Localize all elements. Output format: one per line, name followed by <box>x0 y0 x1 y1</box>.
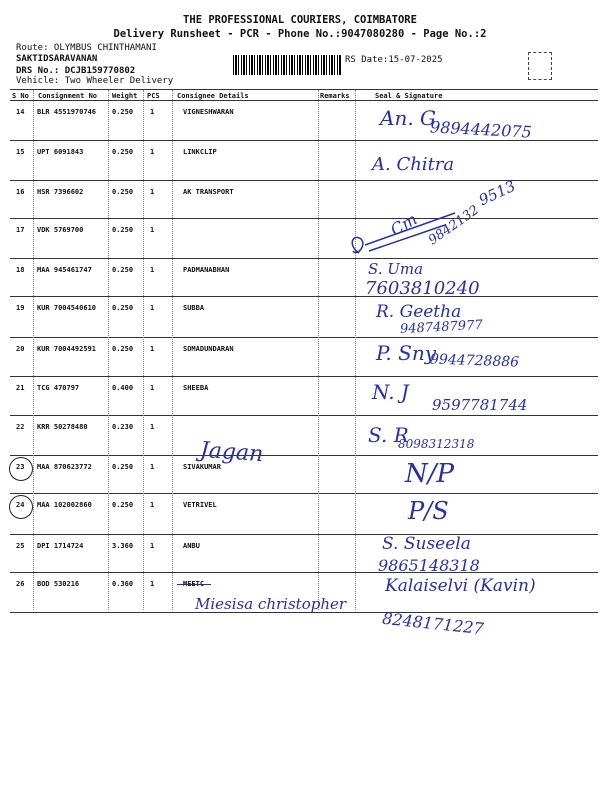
row-signature: Kalaiselvi (Kavin) <box>385 576 536 596</box>
row-divider <box>10 258 598 259</box>
row-sno: 17 <box>16 226 25 234</box>
row-consignment-no: KRR 50278480 <box>37 423 88 431</box>
row-sno: 26 <box>16 580 25 588</box>
strikethrough-row26 <box>177 584 211 585</box>
row-consignment-no: HSR 7396602 <box>37 188 84 196</box>
route-text: Route: OLYMBUS CHINTHAMANI <box>16 43 157 53</box>
row-signature: P. Sny <box>376 341 436 365</box>
row-sno: 25 <box>16 542 25 550</box>
circle-mark-row23 <box>9 457 33 481</box>
row-divider <box>10 140 598 141</box>
row-consignee: LINKCLIP <box>183 148 217 156</box>
row-signature-phone: 9597781744 <box>432 396 528 414</box>
row-signature: S. R <box>368 423 409 447</box>
column-divider <box>33 90 34 610</box>
row-signature-phone: 9487487977 <box>399 317 484 338</box>
signature-scribble-row16 <box>345 205 465 265</box>
row-signature: N. J <box>372 380 409 404</box>
row-consignment-no: MAA 945461747 <box>37 266 92 274</box>
handwritten-cm: Cm <box>387 209 421 240</box>
row-weight: 0.250 <box>112 266 134 274</box>
row-signature: N/P <box>405 459 455 489</box>
header-bottom-rule <box>10 100 598 101</box>
row-sno: 20 <box>16 345 25 353</box>
row-signature: P/S <box>408 497 449 525</box>
row-consignment-no: BOD 530216 <box>37 580 80 588</box>
row-consignee: SHEEBA <box>183 384 209 392</box>
row-signature-phone: 9944728886 <box>429 351 520 371</box>
row-pcs: 1 <box>150 345 155 353</box>
col-weight: Weight <box>112 92 138 100</box>
row-weight: 0.250 <box>112 463 134 471</box>
row-divider <box>10 415 598 416</box>
row-weight: 0.250 <box>112 345 134 353</box>
row-signature-phone: 8248171227 <box>381 608 485 639</box>
row-consignee: SIVAKUMAR <box>183 463 221 471</box>
handwritten-phone-row16: 9842132 <box>425 202 482 249</box>
row-weight: 0.360 <box>112 580 134 588</box>
row-pcs: 1 <box>150 463 155 471</box>
row-consignment-no: MAA 102002860 <box>37 501 92 509</box>
row-consignment-no: KUR 7004492591 <box>37 345 97 353</box>
drs-number: DRS No.: DCJB159770802 <box>16 66 136 76</box>
row-sno: 22 <box>16 423 25 431</box>
row-sno: 21 <box>16 384 25 392</box>
row-divider <box>10 337 598 338</box>
row-consignee: MEETC <box>183 580 205 588</box>
row-pcs: 1 <box>150 304 155 312</box>
row-weight: 0.250 <box>112 188 134 196</box>
row-consignee: AK TRANSPORT <box>183 188 234 196</box>
row-consignment-no: TCG 470797 <box>37 384 80 392</box>
row-weight: 0.400 <box>112 384 134 392</box>
stamp-box <box>528 52 552 80</box>
col-consignment: Consignment No <box>38 92 98 100</box>
row-consignment-no: DPI 1714724 <box>37 542 84 550</box>
row-signature-phone: 9865148318 <box>378 556 480 575</box>
row-consignment-no: MAA 870623772 <box>37 463 92 471</box>
row-signature-phone: 8098312318 <box>398 437 475 451</box>
row-consignee: VIGNESHWARAN <box>183 108 234 116</box>
row-pcs: 1 <box>150 188 155 196</box>
row-weight: 0.230 <box>112 423 134 431</box>
handwritten-christopher: Miesisa christopher <box>195 595 347 613</box>
row-sno: 23 <box>16 463 25 471</box>
table-top-rule <box>10 89 598 90</box>
runsheet-subtitle: Delivery Runsheet - PCR - Phone No.:9047080280 - Page No.:2 <box>113 28 487 40</box>
column-divider <box>172 90 173 610</box>
row-pcs: 1 <box>150 423 155 431</box>
row-consignee: PADMANABHAN <box>183 266 230 274</box>
row-divider <box>10 534 598 535</box>
row-signature: R. Geetha <box>376 302 462 322</box>
row-pcs: 1 <box>150 148 155 156</box>
row-pcs: 1 <box>150 542 155 550</box>
row-signature: S. Suseela <box>382 534 471 554</box>
row-consignment-no: UPT 6091843 <box>37 148 84 156</box>
row-weight: 3.360 <box>112 542 134 550</box>
row-divider <box>10 572 598 573</box>
row-signature: An. G <box>380 106 437 130</box>
rs-date: RS Date:15-07-2025 <box>345 55 443 65</box>
row-weight: 0.250 <box>112 226 134 234</box>
row-divider <box>10 493 598 494</box>
company-title: THE PROFESSIONAL COURIERS, COIMBATORE <box>183 14 417 26</box>
row-divider <box>10 376 598 377</box>
row-consignment-no: KUR 7004540610 <box>37 304 97 312</box>
row-consignee: SUBBA <box>183 304 205 312</box>
row-divider <box>10 296 598 297</box>
row-divider <box>10 218 598 219</box>
vehicle-text: Vehicle: Two Wheeler Delivery <box>16 76 174 86</box>
barcode-image <box>233 55 341 75</box>
column-divider <box>108 90 109 610</box>
row-pcs: 1 <box>150 226 155 234</box>
col-sno: S No <box>12 92 29 100</box>
column-divider <box>355 90 356 610</box>
column-divider <box>318 90 319 610</box>
row-consignee: VETRIVEL <box>183 501 217 509</box>
row-pcs: 1 <box>150 108 155 116</box>
row-sno: 15 <box>16 148 25 156</box>
row-sno: 19 <box>16 304 25 312</box>
row-signature-phone: 7603810240 <box>365 278 480 299</box>
row-sno: 24 <box>16 501 25 509</box>
row-signature: A. Chitra <box>372 154 455 175</box>
row-pcs: 1 <box>150 384 155 392</box>
staff-name: SAKTIDSARAVANAN <box>16 54 98 64</box>
column-divider <box>143 90 144 610</box>
row-sno: 16 <box>16 188 25 196</box>
row-sno: 14 <box>16 108 25 116</box>
row-weight: 0.250 <box>112 108 134 116</box>
row-weight: 0.250 <box>112 148 134 156</box>
row-pcs: 1 <box>150 501 155 509</box>
row-pcs: 1 <box>150 266 155 274</box>
circle-mark-row24 <box>9 495 33 519</box>
row-consignment-no: VDK 5769700 <box>37 226 84 234</box>
row-weight: 0.250 <box>112 304 134 312</box>
row-signature: S. Uma <box>368 260 424 278</box>
row-sno: 18 <box>16 266 25 274</box>
row-consignment-no: BLR 4551970746 <box>37 108 97 116</box>
col-pcs: PCS <box>147 92 160 100</box>
row-pcs: 1 <box>150 580 155 588</box>
row-consignee: ANBU <box>183 542 200 550</box>
row-divider <box>10 455 598 456</box>
row-weight: 0.250 <box>112 501 134 509</box>
row-signature-phone: 9513 <box>475 176 519 210</box>
col-seal-signature: Seal & Signature <box>375 92 443 100</box>
row-signature-phone: 9894442075 <box>429 117 533 142</box>
row-consignee: SOMADUNDARAN <box>183 345 234 353</box>
col-remarks: Remarks <box>320 92 350 100</box>
handwritten-jagan: Jagan <box>199 437 265 468</box>
col-consignee: Consignee Details <box>177 92 249 100</box>
